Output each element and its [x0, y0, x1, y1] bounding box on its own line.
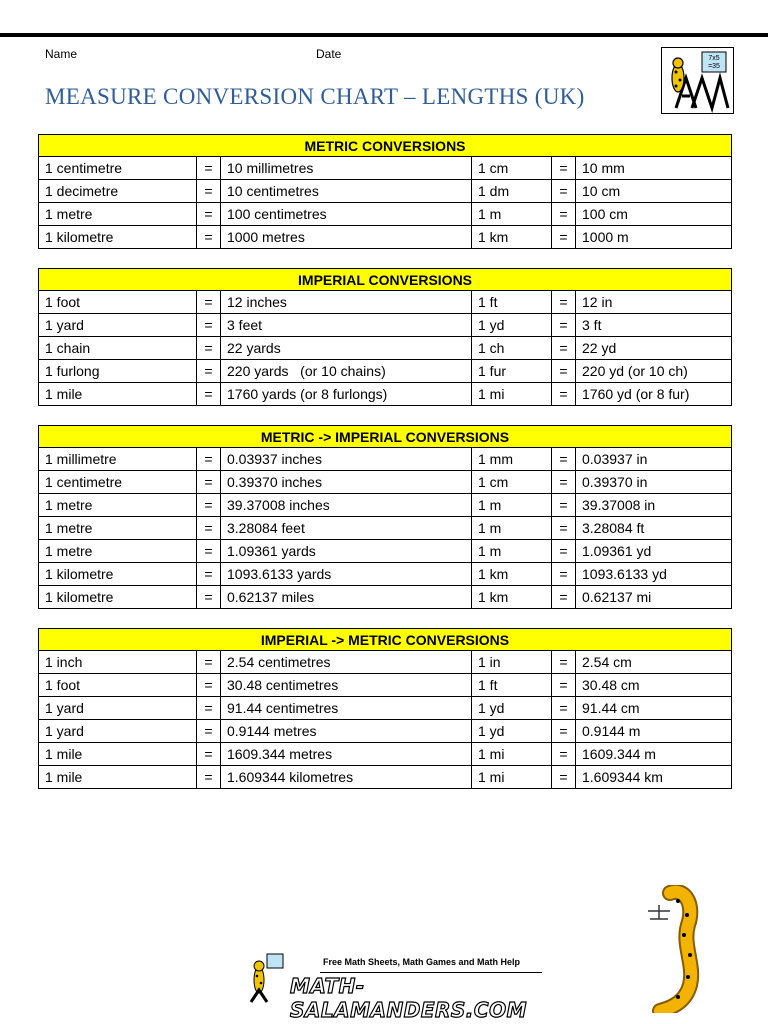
- unit-cell: 1 inch: [39, 651, 197, 674]
- abbrev-cell: 1 cm: [472, 157, 552, 180]
- table-row: [39, 540, 732, 563]
- equals-cell: =: [552, 697, 576, 720]
- abbrev-cell: 1 in: [472, 651, 552, 674]
- equals-cell: =: [197, 494, 221, 517]
- table-heading: METRIC -> IMPERIAL CONVERSIONS: [39, 426, 732, 448]
- equivalent-cell: 0.62137 miles: [221, 586, 472, 609]
- equals-cell: =: [197, 291, 221, 314]
- table-row: [39, 766, 732, 789]
- unit-cell: 1 mile: [39, 743, 197, 766]
- table-row: [39, 360, 732, 383]
- equivalent-cell: 100 centimetres: [221, 203, 472, 226]
- equivalent-cell: 3 feet: [221, 314, 472, 337]
- unit-cell: 1 foot: [39, 291, 197, 314]
- name-label: Name: [45, 47, 78, 61]
- svg-text:7x5: 7x5: [708, 55, 720, 62]
- equals-cell: =: [197, 180, 221, 203]
- equivalent-cell: 39.37008 inches: [221, 494, 472, 517]
- abbrev-cell: 1 cm: [472, 471, 552, 494]
- logo: [661, 47, 734, 114]
- abbrev-cell: 1 km: [472, 563, 552, 586]
- unit-cell: 1 kilometre: [39, 563, 197, 586]
- equals-cell: =: [552, 383, 576, 406]
- footer-site-link[interactable]: MATH-SALAMANDERS.COM: [290, 974, 527, 1022]
- svg-text:=35: =35: [708, 63, 720, 70]
- table-row: [39, 291, 732, 314]
- equivalent-cell: 10 millimetres: [221, 157, 472, 180]
- equals-cell: =: [552, 540, 576, 563]
- imperial-to-metric-table: [38, 628, 732, 789]
- table-heading: IMPERIAL CONVERSIONS: [39, 269, 732, 291]
- unit-cell: 1 centimetre: [39, 471, 197, 494]
- abbrev-equivalent-cell: 10 mm: [576, 157, 732, 180]
- equals-cell: =: [552, 720, 576, 743]
- equals-cell: =: [197, 203, 221, 226]
- equals-cell: =: [197, 383, 221, 406]
- unit-cell: 1 decimetre: [39, 180, 197, 203]
- salamander-logo-icon: [662, 48, 733, 113]
- equals-cell: =: [197, 651, 221, 674]
- abbrev-cell: 1 dm: [472, 180, 552, 203]
- unit-cell: 1 metre: [39, 203, 197, 226]
- table-row: [39, 494, 732, 517]
- abbrev-cell: 1 mi: [472, 766, 552, 789]
- abbrev-equivalent-cell: 0.62137 mi: [576, 586, 732, 609]
- equals-cell: =: [197, 517, 221, 540]
- abbrev-cell: 1 yd: [472, 697, 552, 720]
- abbrev-equivalent-cell: 1760 yd (or 8 fur): [576, 383, 732, 406]
- equivalent-cell: 10 centimetres: [221, 180, 472, 203]
- equals-cell: =: [197, 720, 221, 743]
- table-row: [39, 651, 732, 674]
- equivalent-cell: 0.39370 inches: [221, 471, 472, 494]
- abbrev-equivalent-cell: 1609.344 m: [576, 743, 732, 766]
- unit-cell: 1 kilometre: [39, 226, 197, 249]
- abbrev-equivalent-cell: 1.09361 yd: [576, 540, 732, 563]
- abbrev-cell: 1 ch: [472, 337, 552, 360]
- equivalent-cell: 1093.6133 yards: [221, 563, 472, 586]
- table-row: [39, 383, 732, 406]
- unit-cell: 1 millimetre: [39, 448, 197, 471]
- unit-cell: 1 yard: [39, 314, 197, 337]
- table-row: [39, 743, 732, 766]
- equals-cell: =: [552, 448, 576, 471]
- table-row: [39, 471, 732, 494]
- unit-cell: 1 mile: [39, 766, 197, 789]
- abbrev-equivalent-cell: 30.48 cm: [576, 674, 732, 697]
- abbrev-equivalent-cell: 1093.6133 yd: [576, 563, 732, 586]
- abbrev-equivalent-cell: 22 yd: [576, 337, 732, 360]
- table-row: [39, 226, 732, 249]
- abbrev-equivalent-cell: 10 cm: [576, 180, 732, 203]
- abbrev-equivalent-cell: 0.39370 in: [576, 471, 732, 494]
- table-row: [39, 180, 732, 203]
- equals-cell: =: [552, 291, 576, 314]
- equals-cell: =: [552, 563, 576, 586]
- abbrev-equivalent-cell: 91.44 cm: [576, 697, 732, 720]
- abbrev-equivalent-cell: 3 ft: [576, 314, 732, 337]
- abbrev-cell: 1 km: [472, 226, 552, 249]
- footer: [245, 950, 545, 1022]
- abbrev-equivalent-cell: 12 in: [576, 291, 732, 314]
- table-row: [39, 337, 732, 360]
- equivalent-cell: 30.48 centimetres: [221, 674, 472, 697]
- table-row: [39, 314, 732, 337]
- equivalent-cell: 2.54 centimetres: [221, 651, 472, 674]
- equivalent-cell: 1.09361 yards: [221, 540, 472, 563]
- date-label: Date: [316, 47, 342, 61]
- unit-cell: 1 metre: [39, 540, 197, 563]
- unit-cell: 1 chain: [39, 337, 197, 360]
- table-row: [39, 697, 732, 720]
- abbrev-cell: 1 m: [472, 540, 552, 563]
- equals-cell: =: [552, 743, 576, 766]
- equals-cell: =: [552, 674, 576, 697]
- footer-divider: [320, 972, 542, 973]
- abbrev-equivalent-cell: 220 yd (or 10 ch): [576, 360, 732, 383]
- equivalent-cell: 1.609344 kilometres: [221, 766, 472, 789]
- unit-cell: 1 metre: [39, 494, 197, 517]
- abbrev-cell: 1 ft: [472, 674, 552, 697]
- table-row: [39, 517, 732, 540]
- equivalent-cell: 0.03937 inches: [221, 448, 472, 471]
- equals-cell: =: [197, 337, 221, 360]
- unit-cell: 1 mile: [39, 383, 197, 406]
- equals-cell: =: [197, 697, 221, 720]
- equivalent-cell: 1609.344 metres: [221, 743, 472, 766]
- equals-cell: =: [197, 360, 221, 383]
- equals-cell: =: [197, 766, 221, 789]
- abbrev-cell: 1 yd: [472, 314, 552, 337]
- table-row: [39, 586, 732, 609]
- abbrev-cell: 1 fur: [472, 360, 552, 383]
- equals-cell: =: [197, 743, 221, 766]
- abbrev-equivalent-cell: 1000 m: [576, 226, 732, 249]
- abbrev-cell: 1 mm: [472, 448, 552, 471]
- equals-cell: =: [552, 766, 576, 789]
- equivalent-cell: 1000 metres: [221, 226, 472, 249]
- equals-cell: =: [197, 586, 221, 609]
- abbrev-equivalent-cell: 39.37008 in: [576, 494, 732, 517]
- abbrev-equivalent-cell: 2.54 cm: [576, 651, 732, 674]
- abbrev-cell: 1 m: [472, 517, 552, 540]
- equivalent-cell: 0.9144 metres: [221, 720, 472, 743]
- equals-cell: =: [552, 517, 576, 540]
- equals-cell: =: [552, 360, 576, 383]
- equivalent-cell: 1760 yards (or 8 furlongs): [221, 383, 472, 406]
- abbrev-cell: 1 m: [472, 494, 552, 517]
- abbrev-equivalent-cell: 100 cm: [576, 203, 732, 226]
- abbrev-cell: 1 ft: [472, 291, 552, 314]
- equals-cell: =: [552, 314, 576, 337]
- table-row: [39, 203, 732, 226]
- equals-cell: =: [552, 180, 576, 203]
- unit-cell: 1 centimetre: [39, 157, 197, 180]
- abbrev-equivalent-cell: 0.9144 m: [576, 720, 732, 743]
- unit-cell: 1 foot: [39, 674, 197, 697]
- equals-cell: =: [197, 674, 221, 697]
- table-heading: IMPERIAL -> METRIC CONVERSIONS: [39, 629, 732, 651]
- equivalent-cell: 22 yards: [221, 337, 472, 360]
- abbrev-equivalent-cell: 3.28084 ft: [576, 517, 732, 540]
- salamander-icon: [640, 885, 720, 1013]
- equals-cell: =: [552, 471, 576, 494]
- top-rule: [0, 33, 768, 37]
- equals-cell: =: [552, 494, 576, 517]
- equals-cell: =: [552, 203, 576, 226]
- equals-cell: =: [197, 157, 221, 180]
- equals-cell: =: [197, 314, 221, 337]
- equals-cell: =: [552, 586, 576, 609]
- table-row: [39, 563, 732, 586]
- table-row: [39, 157, 732, 180]
- equals-cell: =: [552, 337, 576, 360]
- abbrev-cell: 1 mi: [472, 743, 552, 766]
- unit-cell: 1 metre: [39, 517, 197, 540]
- unit-cell: 1 kilometre: [39, 586, 197, 609]
- page-title: MEASURE CONVERSION CHART – LENGTHS (UK): [45, 84, 585, 109]
- table-heading: METRIC CONVERSIONS: [39, 135, 732, 157]
- equals-cell: =: [552, 157, 576, 180]
- equivalent-cell: 12 inches: [221, 291, 472, 314]
- equals-cell: =: [197, 563, 221, 586]
- metric-to-imperial-table: [38, 425, 732, 609]
- equals-cell: =: [552, 651, 576, 674]
- equals-cell: =: [197, 226, 221, 249]
- equals-cell: =: [552, 226, 576, 249]
- equivalent-cell: 220 yards (or 10 chains): [221, 360, 472, 383]
- unit-cell: 1 yard: [39, 697, 197, 720]
- abbrev-equivalent-cell: 1.609344 km: [576, 766, 732, 789]
- equivalent-cell: 91.44 centimetres: [221, 697, 472, 720]
- abbrev-cell: 1 yd: [472, 720, 552, 743]
- equals-cell: =: [197, 471, 221, 494]
- abbrev-cell: 1 mi: [472, 383, 552, 406]
- footer-tagline: Free Math Sheets, Math Games and Math Help: [323, 957, 521, 967]
- abbrev-equivalent-cell: 0.03937 in: [576, 448, 732, 471]
- equals-cell: =: [197, 448, 221, 471]
- imperial-conversions-table: [38, 268, 732, 406]
- equivalent-cell: 3.28084 feet: [221, 517, 472, 540]
- metric-conversions-table: [38, 134, 732, 249]
- abbrev-cell: 1 m: [472, 203, 552, 226]
- abbrev-cell: 1 km: [472, 586, 552, 609]
- equals-cell: =: [197, 540, 221, 563]
- salamander-icon: [245, 950, 285, 1005]
- table-row: [39, 448, 732, 471]
- table-row: [39, 720, 732, 743]
- unit-cell: 1 yard: [39, 720, 197, 743]
- table-row: [39, 674, 732, 697]
- unit-cell: 1 furlong: [39, 360, 197, 383]
